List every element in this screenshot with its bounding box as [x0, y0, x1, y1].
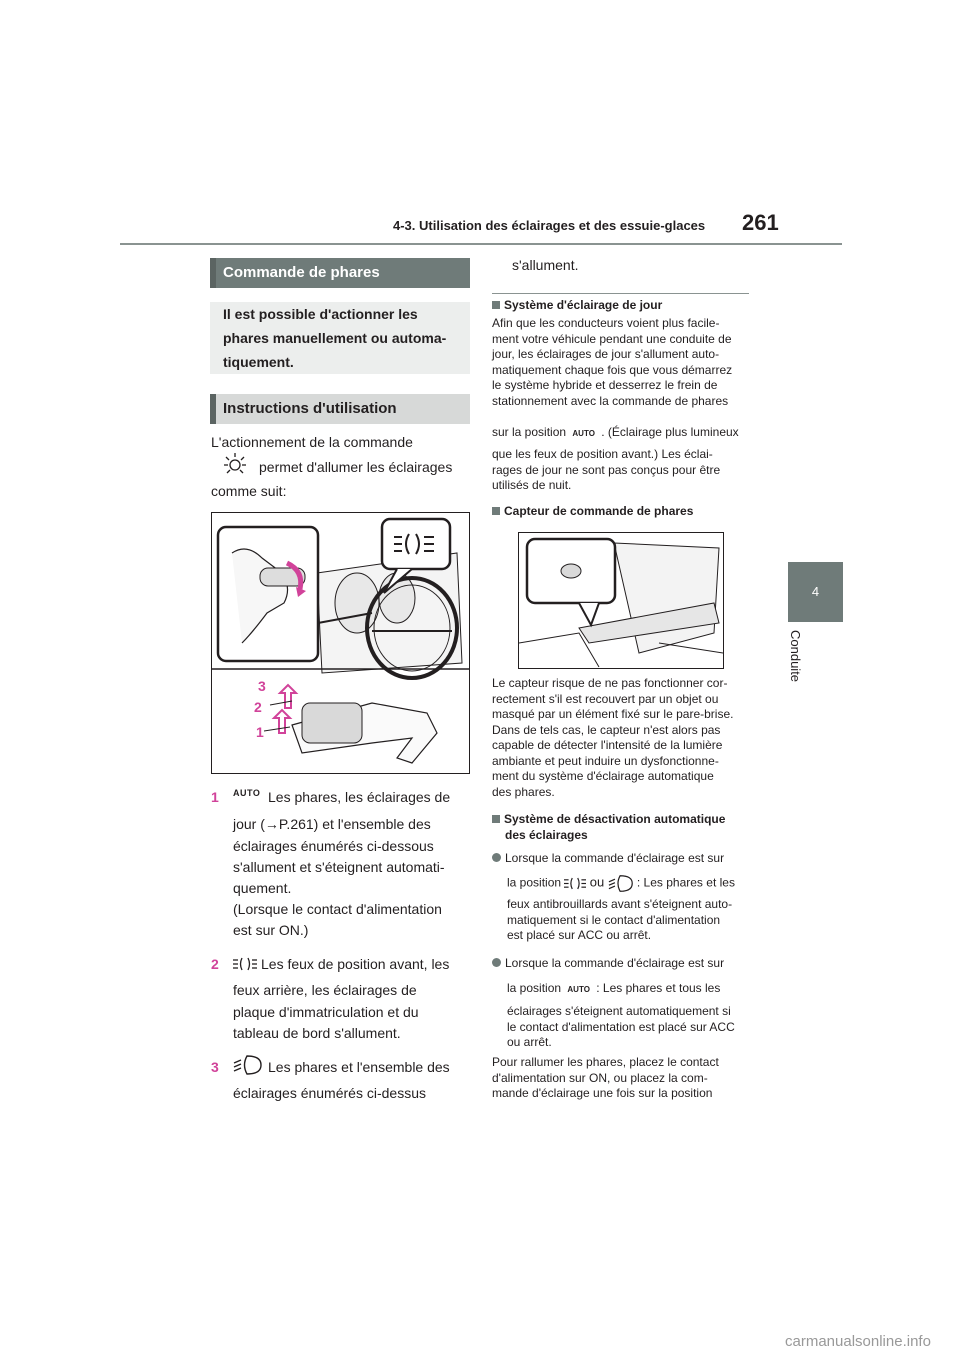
item-2-line: tableau de bord s'allument.: [233, 1025, 401, 1041]
item-1-line: jour (→P.261) et l'ensemble des: [233, 816, 431, 832]
page-number: 261: [742, 210, 779, 235]
continuation-text: s'allument.: [512, 257, 579, 273]
item-1-line: s'allument et s'éteignent automati-: [233, 859, 445, 875]
lead-line-3: comme suit:: [211, 483, 287, 499]
bullet-2: Lorsque la commande d'éclairage est sur: [492, 956, 724, 972]
headlight-switch-figure: [211, 512, 470, 774]
lead-line-1: L'actionnement de la commande: [211, 434, 413, 450]
autooff-heading: Système de désactivation automatique des éclairages: [492, 812, 725, 843]
headlamp-icon: [608, 874, 634, 893]
bullet-2-continued: éclairages s'éteignent automatiquement si le contact d'alimentation est placé sur ACC ou arrêt.: [507, 1004, 735, 1049]
drl-paragraph-2: que les feux de position avant.) Les éclai- rages de jour ne sont pas conçus pour être utilisés de nuit.: [492, 447, 721, 492]
list-item-3: 3: [211, 1059, 219, 1075]
header-rule: [120, 243, 842, 245]
item-2-line: feux arrière, les éclairages de: [233, 982, 417, 998]
intro-box: [210, 302, 470, 374]
list-item-1: 1: [211, 789, 219, 805]
light-symbol-icon: [224, 452, 246, 481]
sensor-paragraph: Le capteur risque de ne pas fonctionner cor- rectement s'il est recouvert par un objet ou masqué par un élément fixé sur le pare-brise. Dans de tels cas, le capteur n'est alors pas capable de détecter l'intensité de la lumière ambiante et peut induire un dysfonctionne- ment du système d'éclairage automatique des phares.: [492, 676, 734, 799]
figure-label-2: 2: [254, 699, 262, 715]
bullet-1: Lorsque la commande d'éclairage est sur: [492, 851, 724, 867]
list-item-2: 2: [211, 956, 219, 972]
item-1-line: est sur ON.): [233, 922, 309, 938]
final-paragraph: Pour rallumer les phares, placez le contact d'alimentation sur ON, ou placez la com- mande d'éclairage une fois sur la position: [492, 1055, 719, 1100]
chapter-tab: [788, 562, 843, 622]
drl-heading: Système d'éclairage de jour: [492, 298, 662, 312]
item-1-line: Les phares, les éclairages de: [268, 789, 451, 805]
lead-line-2: permet d'allumer les éclairages: [259, 459, 453, 475]
sensor-heading: Capteur de commande de phares: [492, 504, 693, 518]
column-rule: [492, 293, 749, 294]
figure-label-1: 1: [256, 724, 264, 740]
intro-line: tiquement.: [223, 354, 294, 370]
auto-icon: AUTO: [233, 788, 261, 798]
section-heading: Commande de phares: [210, 258, 470, 288]
watermark: carmanualsonline.info: [785, 1333, 931, 1350]
auto-icon: AUTO: [567, 985, 590, 994]
drl-position-line: sur la position AUTO . (Éclairage plus lumineux: [492, 425, 739, 439]
headlamp-icon: [233, 1054, 263, 1081]
item-3-line: éclairages énumérés ci-dessus: [233, 1085, 426, 1101]
position-lamp-icon: [233, 957, 257, 976]
drl-paragraph: Afin que les conducteurs voient plus facile- ment votre véhicule pendant une conduite de jour, les éclairages de jour s'allument auto- matiquement chaque fois que vous démarrez le système hybride et desserrez le frein de stationnement avec la commande de phares: [492, 316, 733, 408]
intro-line: Il est possible d'actionner les: [223, 306, 418, 322]
item-1-line: (Lorsque le contact d'alimentation: [233, 901, 442, 917]
bullet-1-continued: feux antibrouillards avant s'éteignent auto- matiquement si le contact d'alimentation est placé sur ACC ou arrêt.: [507, 897, 733, 942]
item-2-line: Les feux de position avant, les: [261, 956, 450, 972]
bullet-1-position-line: la position ou : Les phares et les: [507, 874, 735, 893]
chapter-label: Conduite: [788, 630, 803, 683]
figure-label-3: 3: [258, 678, 266, 694]
item-1-line: quement.: [233, 880, 292, 896]
sensor-figure: [518, 532, 724, 669]
header-section-title: 4-3. Utilisation des éclairages et des essuie-glaces: [393, 218, 706, 233]
intro-line: phares manuellement ou automa-: [223, 330, 447, 346]
instructions-heading: Instructions d'utilisation: [210, 394, 470, 424]
item-3-line: Les phares et l'ensemble des: [268, 1059, 450, 1075]
bullet-2-position-line: la position AUTO : Les phares et tous les: [507, 981, 721, 995]
auto-icon: AUTO: [572, 429, 595, 438]
item-2-line: plaque d'immatriculation et du: [233, 1004, 419, 1020]
item-1-line: éclairages énumérés ci-dessous: [233, 838, 434, 854]
position-lamp-icon: [564, 877, 586, 890]
chapter-number: 4: [811, 584, 820, 599]
